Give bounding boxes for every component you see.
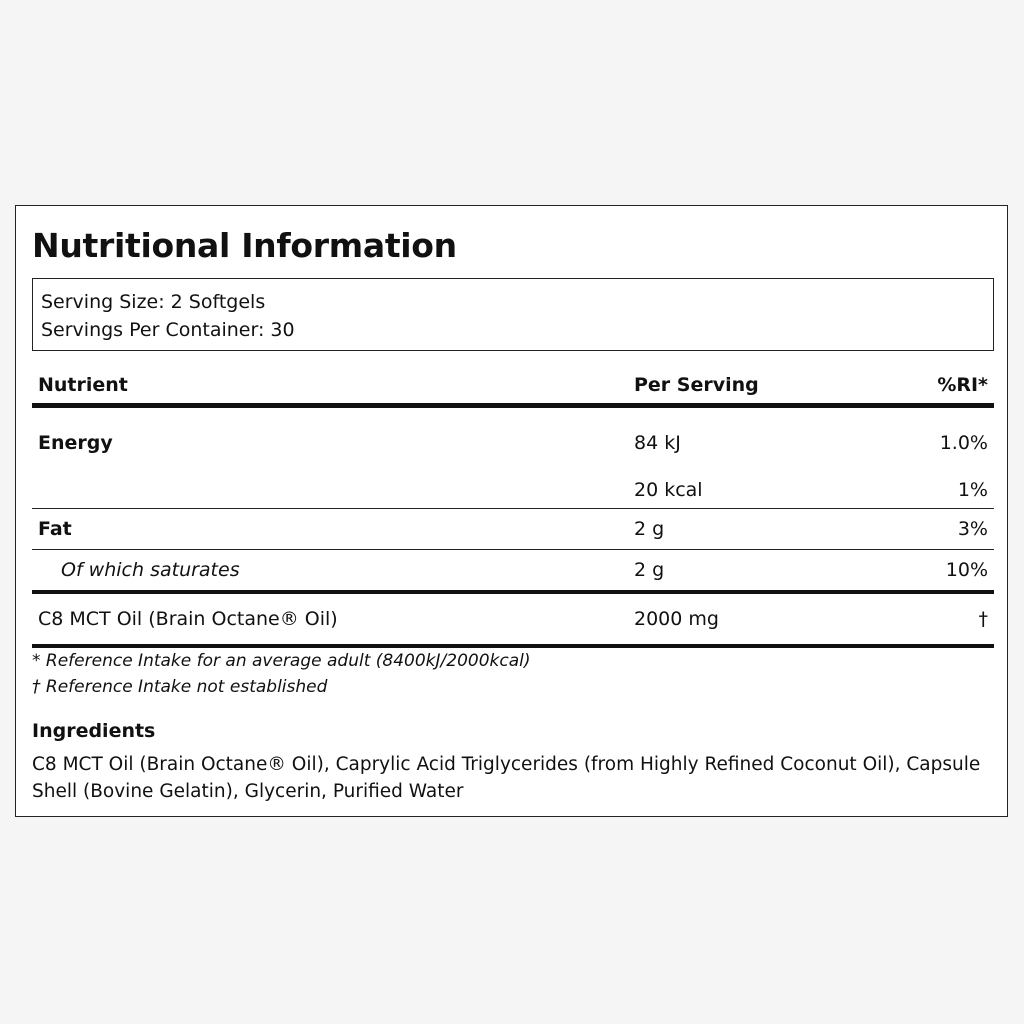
- header-ri: %RI*: [870, 366, 994, 406]
- ingredients-heading: Ingredients: [32, 720, 156, 742]
- nutrient-name: C8 MCT Oil (Brain Octane® Oil): [32, 592, 628, 646]
- nutrient-ri: †: [870, 592, 994, 646]
- table-row: [32, 471, 994, 509]
- table-row: [32, 509, 994, 550]
- table-row: [32, 592, 994, 646]
- nutrient-name: Energy: [38, 431, 113, 454]
- footnote-ri: * Reference Intake for an average adult (8400kJ/2000kcal): [32, 651, 531, 671]
- nutrient-ri: 10%: [870, 550, 994, 593]
- header-nutrient: Nutrient: [32, 366, 628, 406]
- serving-info-box: [32, 278, 994, 351]
- nutrition-panel: [15, 205, 1008, 817]
- nutrient-name: [32, 471, 628, 509]
- header-per-serving: Per Serving: [628, 366, 870, 406]
- table-header-row: [32, 366, 994, 406]
- nutrient-name: Fat: [32, 509, 628, 550]
- nutrient-name: Of which saturates: [32, 550, 628, 593]
- serving-size: Serving Size: 2 Softgels: [41, 291, 266, 313]
- footnotes: [32, 648, 531, 700]
- nutrient-amount: 20 kcal: [628, 471, 870, 509]
- footnote-not-established: † Reference Intake not established: [32, 677, 328, 697]
- nutrient-ri: 1.0%: [939, 431, 988, 454]
- nutrient-amount: 2 g: [628, 550, 870, 593]
- panel-title: Nutritional Information: [32, 226, 457, 265]
- table-row: [32, 406, 994, 472]
- nutrient-amount: 2000 mg: [628, 592, 870, 646]
- nutrition-table: [32, 366, 994, 648]
- nutrient-ri: 3%: [870, 509, 994, 550]
- nutrient-amount: 2 g: [628, 509, 870, 550]
- ingredients-list: C8 MCT Oil (Brain Octane® Oil), Caprylic Acid Triglycerides (from Highly Refined Coconut Oil), Capsule Shell (Bovine Gelatin), Glycerin, Purified Water: [32, 754, 981, 802]
- table-row: [32, 550, 994, 593]
- nutrient-amount: 84 kJ: [634, 431, 681, 454]
- servings-per-container: Servings Per Container: 30: [41, 319, 295, 341]
- nutrient-ri: 1%: [870, 471, 994, 509]
